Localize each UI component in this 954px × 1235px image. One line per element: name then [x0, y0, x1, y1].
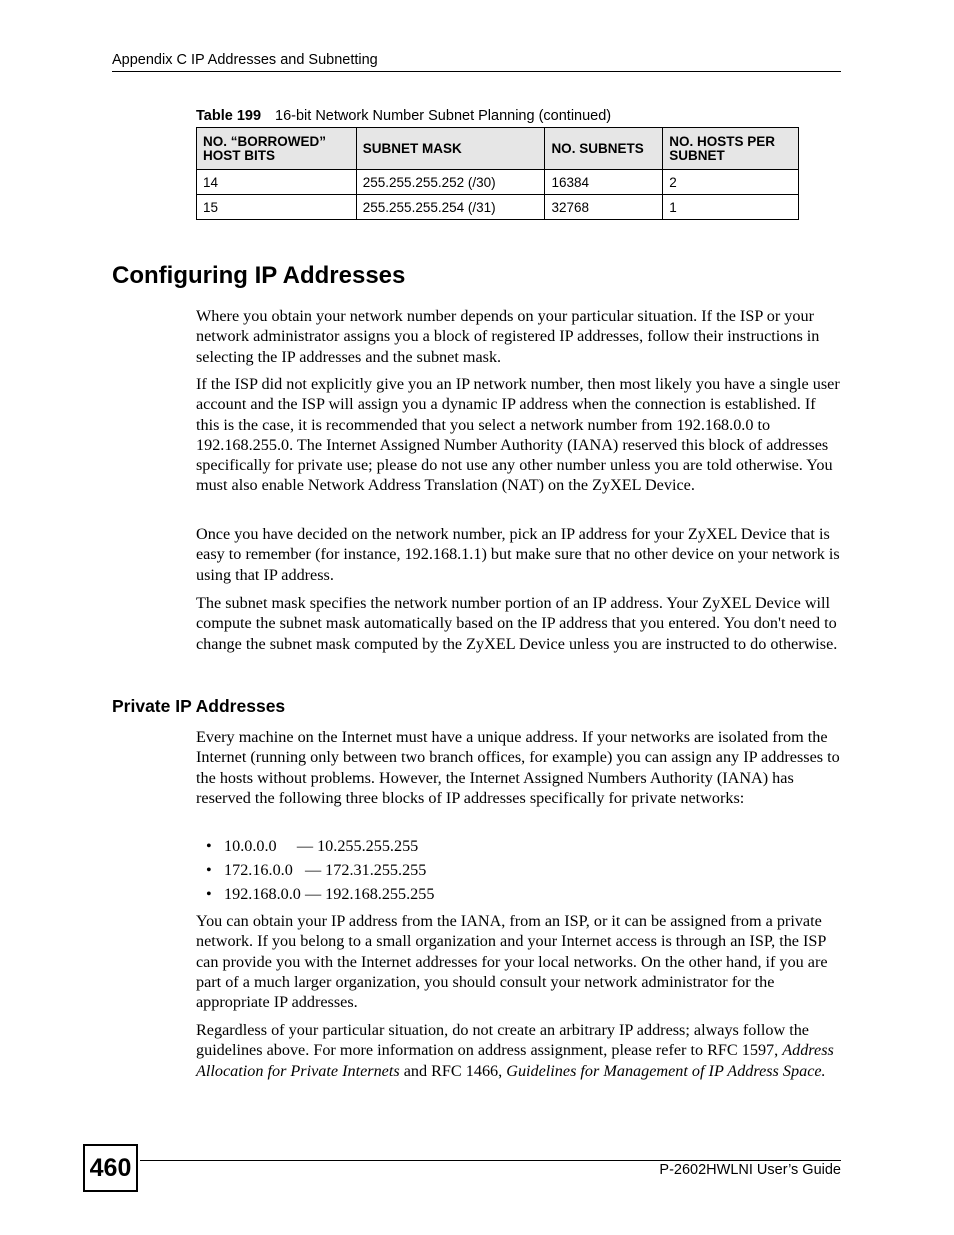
table-cell: 255.255.255.252 (/30) [356, 170, 545, 195]
column-header-no-subnets: NO. SUBNETS [545, 128, 663, 170]
subnet-planning-table [196, 127, 799, 220]
subsection-heading-private-ip: Private IP Addresses [112, 696, 286, 716]
table-cell: 16384 [545, 170, 663, 195]
list-item: • 10.0.0.0 — 10.255.255.255 [206, 837, 419, 855]
rfc1466-title: Guidelines for Management of IP Address Space. [506, 1061, 826, 1080]
list-item-text: 192.168.0.0 — 192.168.255.255 [224, 885, 435, 903]
paragraph: The subnet mask specifies the network number portion of an IP address. Your ZyXEL Device will compute the subnet mask automatically based on the IP address that you entered. You don't need to change the subnet mask computed by the ZyXEL Device unless you are instructed to do otherwise. [196, 594, 838, 653]
footer-guide-title: P-2602HWLNI User’s Guide [659, 1162, 841, 1178]
table-cell: 1 [663, 195, 799, 220]
page-number: 460 [83, 1144, 138, 1192]
section-heading-configuring-ip: Configuring IP Addresses [112, 262, 406, 289]
table-header-row [197, 128, 799, 170]
table-caption-number: Table 199 [196, 108, 262, 124]
table-cell: 2 [663, 170, 799, 195]
column-header-subnet-mask: SUBNET MASK [356, 128, 545, 170]
footer-rule [140, 1160, 841, 1161]
paragraph: Every machine on the Internet must have a unique address. If your networks are isolated from the Internet (running only between two branch offices, for example) you can assign any IP addresses to the hosts without problems. However, the Internet Assigned Numbers Authority (IANA) has reserved the following three blocks of IP addresses specifically for private networks: [196, 728, 840, 807]
table-caption [196, 108, 611, 124]
private-ip-ranges-list [206, 836, 434, 908]
table-cell: 255.255.255.254 (/31) [356, 195, 545, 220]
paragraph-text: Regardless of your particular situation, do not create an arbitrary IP address; always follow the guidelines above. For more information on address assignment, please refer to RFC 1597, [196, 1021, 809, 1060]
list-item-text: 10.0.0.0 — 10.255.255.255 [224, 837, 419, 855]
table-cell: 14 [197, 170, 357, 195]
table-row [197, 195, 799, 220]
rfc1597-title: Address Allocation for Private Internets [196, 1041, 834, 1080]
list-item: • 172.16.0.0 — 172.31.255.255 [206, 861, 427, 879]
column-header-hosts-per-subnet: NO. HOSTS PER SUBNET [663, 128, 799, 170]
paragraph: Where you obtain your network number depends on your particular situation. If the ISP or your network administrator assigns you a block of registered IP addresses, follow their instructions in selecting the IP addresses and the subnet mask. [196, 307, 820, 366]
column-header-borrowed-bits: NO. “BORROWED” HOST BITS [197, 128, 357, 170]
list-item: • 192.168.0.0 — 192.168.255.255 [206, 885, 435, 903]
running-header: Appendix C IP Addresses and Subnetting [112, 52, 378, 68]
table-cell: 32768 [545, 195, 663, 220]
table-row [197, 170, 799, 195]
header-rule [112, 71, 841, 72]
table-caption-title: 16-bit Network Number Subnet Planning (continued) [275, 108, 612, 124]
paragraph: You can obtain your IP address from the IANA, from an ISP, or it can be assigned from a private network. If you belong to a small organization and your Internet access is through an ISP, the ISP can provide you with the Internet addresses for your local networks. On the other hand, if you are part of a much larger organization, you should consult your network administrator for the appropriate IP addresses. [196, 912, 828, 1012]
paragraph [196, 1020, 842, 1081]
paragraph-text: and RFC 1466, [399, 1061, 507, 1080]
table-cell: 15 [197, 195, 357, 220]
paragraph: Once you have decided on the network number, pick an IP address for your ZyXEL Device that is easy to remember (for instance, 192.168.1.1) but make sure that no other device on your network is using that IP address. [196, 525, 840, 584]
paragraph: If the ISP did not explicitly give you an IP network number, then most likely you have a single user account and the ISP will assign you a dynamic IP address when the connection is established. If this is the case, it is recommended that you select a network number from 192.168.0.0 to 192.168.255.0. The Internet Assigned Number Authority (IANA) reserved this block of addresses specifically for private use; please do not use any other number unless you are told otherwise. You must also enable Network Address Translation (NAT) on the ZyXEL Device. [196, 375, 840, 495]
list-item-text: 172.16.0.0 — 172.31.255.255 [224, 861, 427, 879]
